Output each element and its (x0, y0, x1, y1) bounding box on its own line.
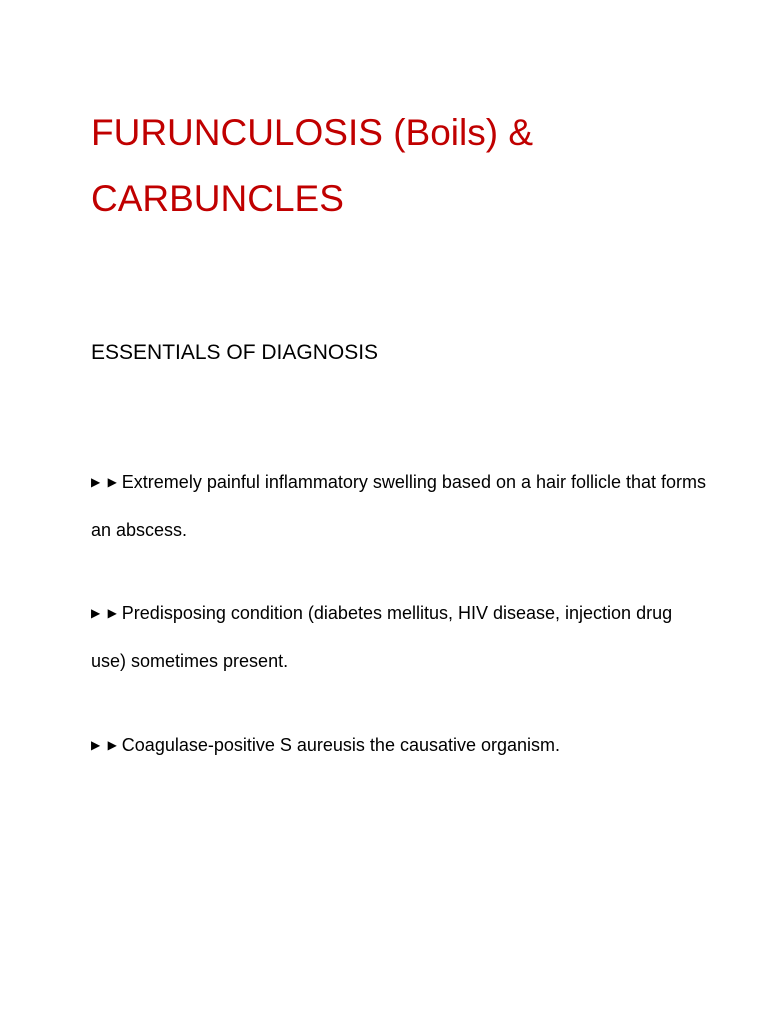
bullet-text: Predisposing condition (diabetes mellitus, HIV disease, injection drug use) sometimes present. (91, 603, 673, 671)
section-heading: ESSENTIALS OF DIAGNOSIS (91, 341, 379, 364)
double-triangle-bullet-icon: ▶ ▶ (91, 475, 119, 489)
bullet-item (91, 589, 711, 685)
bullet-text: Coagulase-positive S aureusis the causative organism. (121, 735, 561, 755)
bullet-text: Extremely painful inflammatory swelling based on a hair follicle that forms an abscess. (91, 472, 707, 540)
document-title: FURUNCULOSIS (Boils) & CARBUNCLES (91, 112, 533, 219)
double-triangle-bullet-icon: ▶ ▶ (91, 738, 119, 752)
double-triangle-bullet-icon: ▶ ▶ (91, 606, 119, 620)
bullet-item (91, 458, 711, 554)
bullet-item (91, 721, 711, 769)
